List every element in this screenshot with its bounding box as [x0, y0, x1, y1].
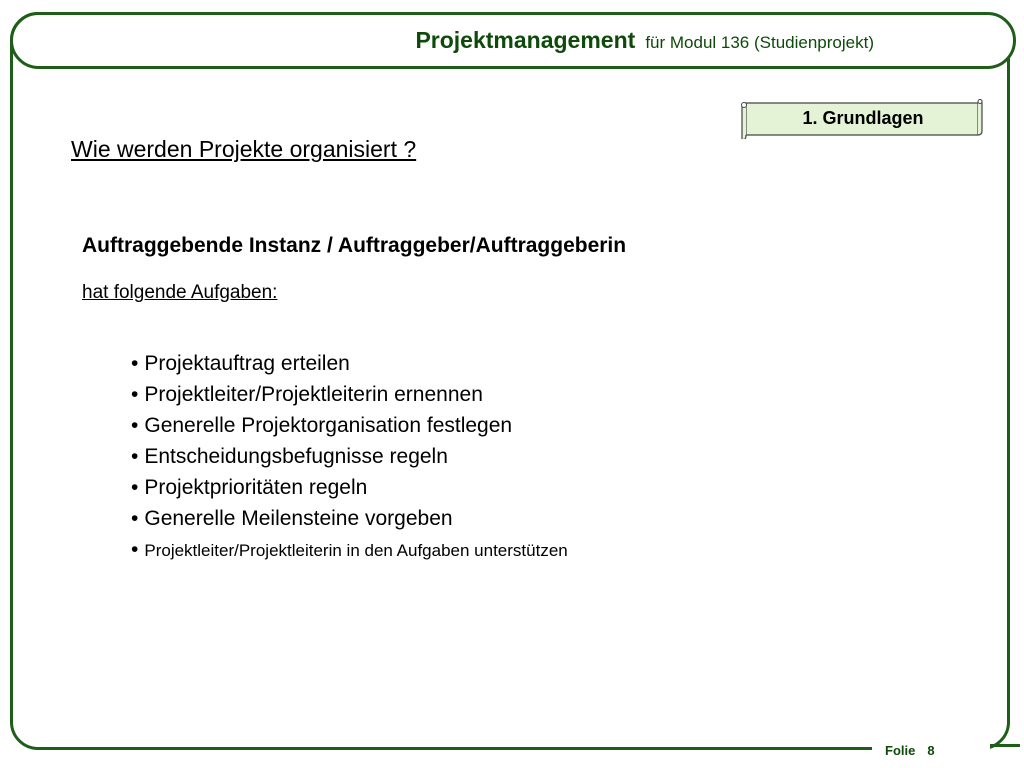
section-badge-label: 1. Grundlagen: [802, 108, 924, 128]
task-list: [131, 348, 568, 566]
bullet-icon: •: [131, 383, 139, 406]
list-item: • Entscheidungsbefugnisse regeln: [131, 445, 448, 468]
list-item: • Generelle Meilensteine vorgeben: [131, 507, 453, 530]
section-badge: [740, 99, 984, 139]
header-title: Projektmanagement: [415, 27, 636, 53]
bullet-icon: •: [131, 507, 139, 530]
footer-line: [990, 744, 1020, 747]
page-number: 8: [927, 743, 935, 758]
list-item: • Projektprioritäten regeln: [131, 476, 368, 499]
instance-title: Auftraggebende Instanz / Auftraggeber/Auftraggeberin: [82, 234, 627, 257]
task-intro: hat folgende Aufgaben:: [82, 282, 278, 303]
header: [415, 27, 874, 54]
bullet-icon: •: [131, 352, 139, 375]
question-heading: Wie werden Projekte organisiert ?: [71, 136, 417, 162]
bullet-icon: •: [131, 414, 139, 437]
bullet-icon: •: [131, 538, 139, 561]
footer-label: Folie: [885, 743, 916, 758]
bullet-icon: •: [131, 445, 139, 468]
list-item: • Projektleiter/Projektleiterin in den Aufgaben unterstützen: [131, 538, 568, 561]
bullet-icon: •: [131, 476, 139, 499]
header-subtitle: für Modul 136 (Studienprojekt): [645, 33, 874, 52]
list-item: • Generelle Projektorganisation festlegen: [131, 414, 513, 437]
list-item: • Projektauftrag erteilen: [131, 352, 350, 375]
list-item: • Projektleiter/Projektleiterin ernennen: [131, 383, 483, 406]
footer: [885, 743, 935, 758]
